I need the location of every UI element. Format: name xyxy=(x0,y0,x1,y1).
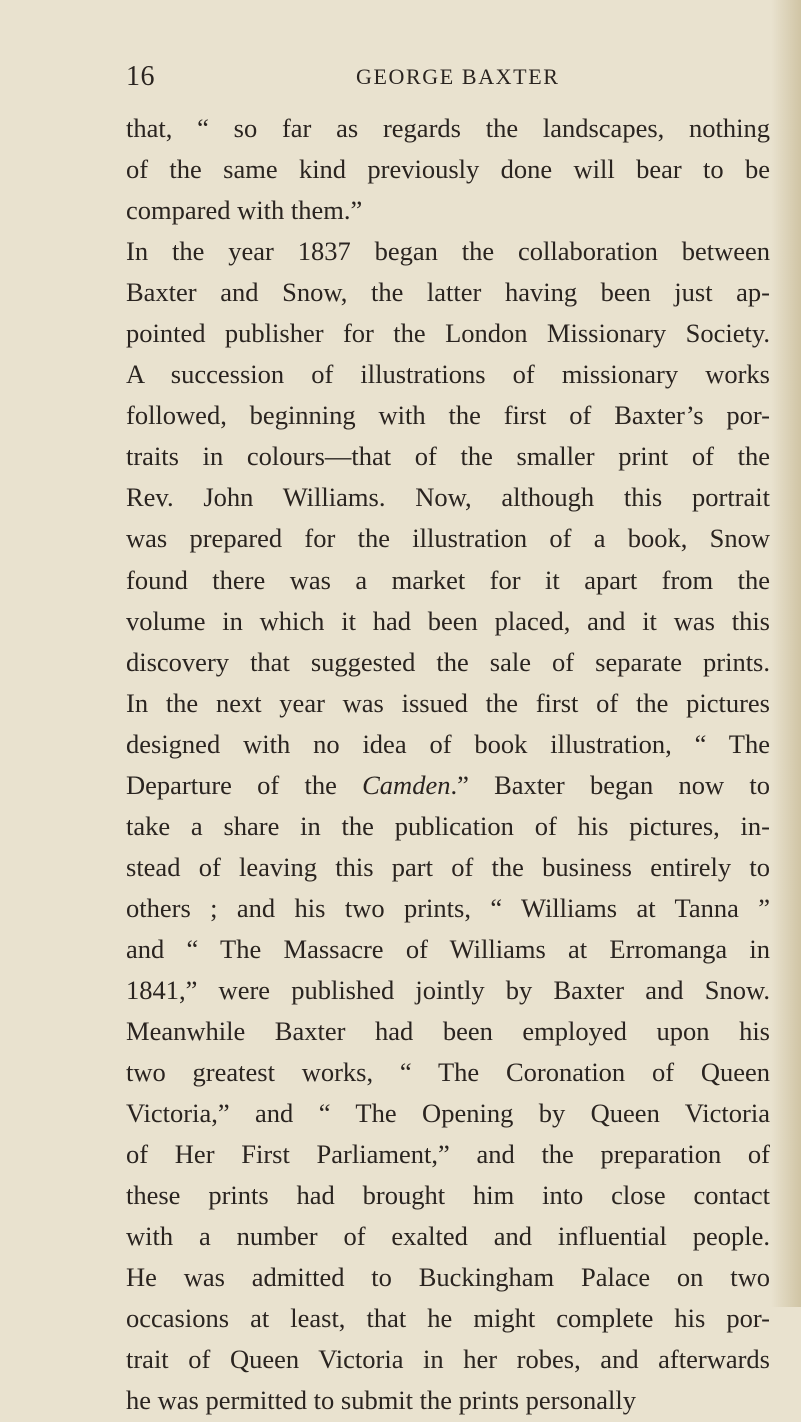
text-line: that, “ so far as regards the landscapes, nothing xyxy=(126,113,770,143)
text-line: Meanwhile Baxter had been employed upon his xyxy=(126,1016,770,1047)
text-line: Departure of the Camden.” Baxter began now to xyxy=(126,769,770,800)
text-line: discovery that suggested the sale of separate prints. xyxy=(126,646,770,677)
text-line: compared with them.” xyxy=(126,195,363,226)
text-line: of Her First Parliament,” and the preparation of xyxy=(126,1139,770,1170)
text-line: these prints had brought him into close contact xyxy=(126,1180,770,1211)
text-line: of the same kind previously done will bear to be xyxy=(126,154,770,185)
text-line: found there was a market for it apart from the xyxy=(126,564,770,595)
text-line: two greatest works, “ The Coronation of Queen xyxy=(126,1057,770,1088)
text-line: was prepared for the illustration of a book, Snow xyxy=(126,523,770,554)
text-line: 1841,” were published jointly by Baxter and Snow. xyxy=(126,974,770,1005)
text-line: he was permitted to submit the prints personally xyxy=(126,1385,637,1416)
text-line: In the next year was issued the first of the pictures xyxy=(126,687,770,718)
text-line: stead of leaving this part of the business entirely to xyxy=(126,851,770,882)
text-line: He was admitted to Buckingham Palace on two xyxy=(126,1262,770,1293)
page-edge-shadow xyxy=(771,0,801,1307)
page-header xyxy=(0,62,801,92)
text-line: A succession of illustrations of missionary works xyxy=(126,359,770,390)
body-text xyxy=(126,108,770,1422)
text-line: volume in which it had been placed, and it was this xyxy=(126,605,770,636)
text-line: In the year 1837 began the collaboration between xyxy=(126,236,770,267)
text-line: designed with no idea of book illustration, “ The xyxy=(126,728,770,759)
text-line: take a share in the publication of his pictures, in- xyxy=(126,810,770,841)
text-line: Rev. John Williams. Now, although this portrait xyxy=(126,482,770,513)
text-line: Victoria,” and “ The Opening by Queen Victoria xyxy=(126,1098,770,1129)
text-line: Baxter and Snow, the latter having been just ap- xyxy=(126,277,770,308)
text-line: and “ The Massacre of Williams at Erromanga in xyxy=(126,933,770,964)
text-line: followed, beginning with the first of Baxter’s por- xyxy=(126,400,770,431)
running-title: GEORGE BAXTER xyxy=(356,64,560,89)
text-line: occasions at least, that he might complete his por- xyxy=(126,1303,770,1334)
text-line: trait of Queen Victoria in her robes, and afterwards xyxy=(126,1344,770,1375)
text-line: pointed publisher for the London Missionary Society. xyxy=(126,318,770,349)
text-line: with a number of exalted and influential people. xyxy=(126,1221,770,1252)
page-number: 16 xyxy=(126,61,155,92)
text-line: others ; and his two prints, “ Williams at Tanna ” xyxy=(126,892,770,923)
text-line: traits in colours—that of the smaller print of the xyxy=(126,441,770,472)
